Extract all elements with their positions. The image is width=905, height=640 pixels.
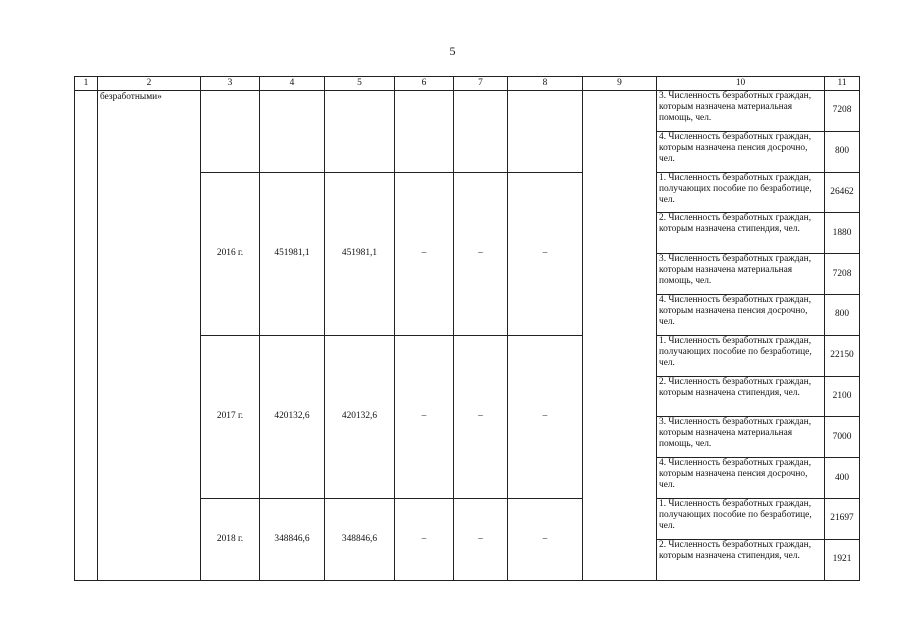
year-cell: 2017 г. <box>201 335 260 498</box>
header-cell: 4 <box>260 77 325 91</box>
col8-cell: – <box>508 172 583 335</box>
col5-cell: 348846,6 <box>325 498 395 580</box>
col6-cell: – <box>395 498 454 580</box>
col7-cell: – <box>454 172 508 335</box>
indicator-text: 2. Численность безработных граждан, которым назначена стипендия, чел. <box>657 539 825 580</box>
year-cell: 2018 г. <box>201 498 260 580</box>
col6-cell: – <box>395 172 454 335</box>
indicator-text: 4. Численность безработных граждан, которым назначена пенсия досрочно, чел. <box>657 131 825 172</box>
col7-cell <box>454 91 508 173</box>
col5-cell: 451981,1 <box>325 172 395 335</box>
indicator-text: 1. Численность безработных граждан, получающих пособие по безработице, чел. <box>657 172 825 213</box>
indicator-text: 4. Численность безработных граждан, которым назначена пенсия досрочно, чел. <box>657 458 825 499</box>
col5-cell <box>325 91 395 173</box>
col4-cell <box>260 91 325 173</box>
year-cell <box>201 91 260 173</box>
indicator-text: 2. Численность безработных граждан, которым назначена стипендия, чел. <box>657 376 825 417</box>
indicator-value: 7208 <box>825 91 860 132</box>
col8-cell: – <box>508 335 583 498</box>
header-cell: 2 <box>98 77 201 91</box>
year-cell: 2016 г. <box>201 172 260 335</box>
header-cell: 3 <box>201 77 260 91</box>
col5-cell: 420132,6 <box>325 335 395 498</box>
col2-text: безработными» <box>98 91 201 581</box>
col6-cell <box>395 91 454 173</box>
col9-cell <box>583 91 657 581</box>
indicator-value: 800 <box>825 131 860 172</box>
indicator-value: 1921 <box>825 539 860 580</box>
indicator-value: 400 <box>825 458 860 499</box>
page-number: 5 <box>449 44 456 58</box>
indicator-text: 4. Численность безработных граждан, которым назначена пенсия досрочно, чел. <box>657 294 825 335</box>
indicator-text: 3. Численность безработных граждан, которым назначена материальная помощь, чел. <box>657 91 825 132</box>
indicator-value: 7000 <box>825 417 860 458</box>
col1-cell <box>75 91 98 581</box>
indicator-value: 2100 <box>825 376 860 417</box>
col4-cell: 451981,1 <box>260 172 325 335</box>
data-table <box>74 76 860 581</box>
header-cell: 1 <box>75 77 98 91</box>
col6-cell: – <box>395 335 454 498</box>
indicator-value: 21697 <box>825 498 860 539</box>
indicator-value: 800 <box>825 294 860 335</box>
col4-cell: 420132,6 <box>260 335 325 498</box>
indicator-text: 3. Численность безработных граждан, которым назначена материальная помощь, чел. <box>657 417 825 458</box>
indicator-text: 3. Численность безработных граждан, которым назначена материальная помощь, чел. <box>657 254 825 295</box>
col4-cell: 348846,6 <box>260 498 325 580</box>
col7-cell: – <box>454 335 508 498</box>
indicator-value: 7208 <box>825 254 860 295</box>
indicator-text: 2. Численность безработных граждан, которым назначена стипендия, чел. <box>657 213 825 254</box>
col8-cell: – <box>508 498 583 580</box>
indicator-value: 1880 <box>825 213 860 254</box>
header-cell: 6 <box>395 77 454 91</box>
indicator-text: 1. Численность безработных граждан, получающих пособие по безработице, чел. <box>657 335 825 376</box>
header-cell: 10 <box>657 77 825 91</box>
header-cell: 8 <box>508 77 583 91</box>
col7-cell: – <box>454 498 508 580</box>
header-cell: 11 <box>825 77 860 91</box>
col8-cell <box>508 91 583 173</box>
indicator-text: 1. Численность безработных граждан, получающих пособие по безработице, чел. <box>657 498 825 539</box>
header-cell: 7 <box>454 77 508 91</box>
header-cell: 5 <box>325 77 395 91</box>
header-cell: 9 <box>583 77 657 91</box>
indicator-value: 22150 <box>825 335 860 376</box>
table-row <box>75 91 860 132</box>
header-row <box>75 77 860 91</box>
indicator-value: 26462 <box>825 172 860 213</box>
